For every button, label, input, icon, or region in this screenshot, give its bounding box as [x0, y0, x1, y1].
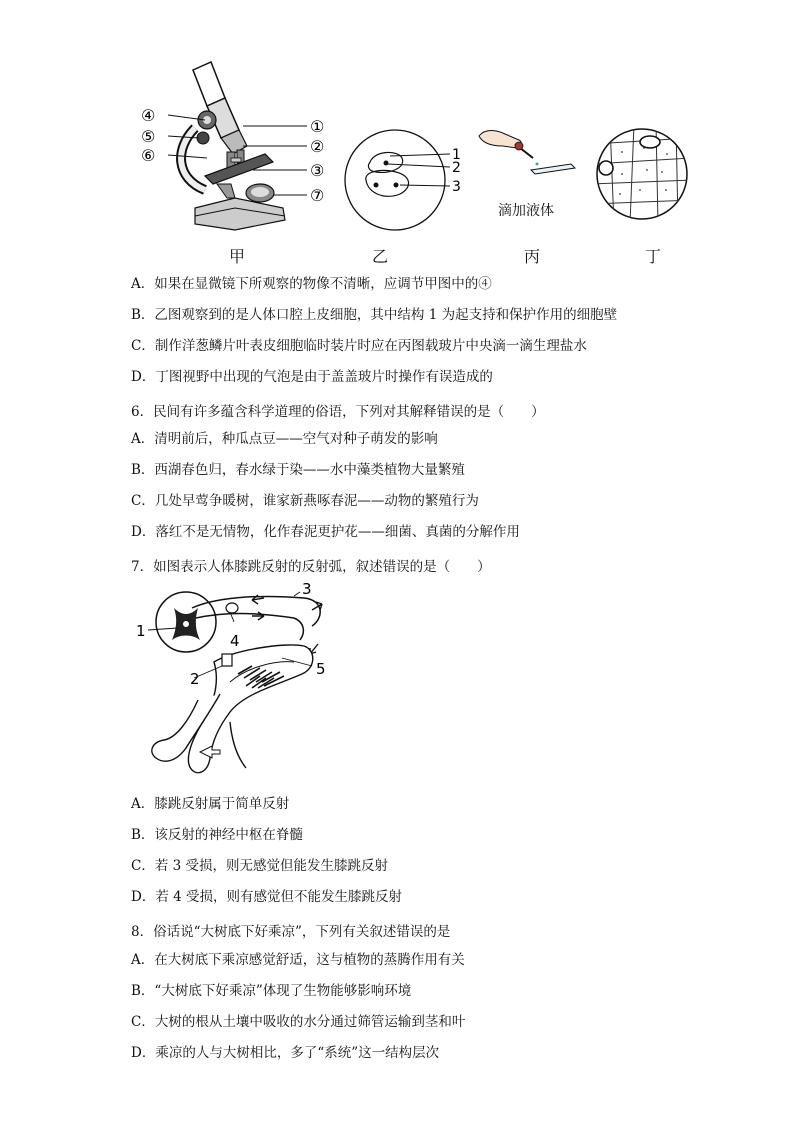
onion-cell-bubble-figure [592, 124, 692, 224]
q6-option-c: C．几处早莺争暖树，谁家新燕啄春泥——动物的繁殖行为 [131, 493, 479, 509]
dropper-slide-figure [475, 124, 585, 184]
label-5: ⑤ [141, 127, 156, 146]
q6-option-b: B．西湖春色归，春水绿于染——水中藻类植物大量繁殖 [131, 462, 465, 478]
q7-option-d: D．若 4 受损，则有感觉但不能发生膝跳反射 [131, 889, 402, 905]
q6-option-d: D．落红不是无情物，化作春泥更护花——细菌、真菌的分解作用 [131, 524, 520, 540]
q8-stem: 8．俗话说“大树底下好乘凉”，下列有关叙述错误的是 [131, 924, 451, 940]
knee-jerk-reflex-figure [134, 582, 344, 782]
label-1: ① [310, 117, 325, 136]
figure-row-microscope [0, 0, 794, 270]
reflex-label-1: 1 [136, 622, 146, 640]
q7-option-a: A．膝跳反射属于简单反射 [131, 796, 290, 812]
yi-label-2: 2 [452, 160, 461, 176]
label-4: ④ [141, 106, 156, 125]
caption-yi: 乙 [372, 247, 389, 266]
reflex-label-3: 3 [302, 582, 312, 598]
label-6: ⑥ [141, 146, 156, 165]
reflex-label-5: 5 [316, 660, 326, 678]
q5-option-d: D．丁图视野中出现的气泡是由于盖盖玻片时操作有误造成的 [131, 369, 493, 385]
yi-label-1: 1 [452, 147, 461, 163]
caption-ding: 丁 [645, 247, 662, 266]
q5-option-b: B．乙图观察到的是人体口腔上皮细胞，其中结构 1 为起支持和保护作用的细胞壁 [131, 307, 618, 323]
caption-bing: 丙 [524, 247, 541, 266]
q5-option-c: C．制作洋葱鳞片叶表皮细胞临时装片时应在丙图载玻片中央滴一滴生理盐水 [131, 338, 587, 354]
q7-option-b: B．该反射的神经中枢在脊髓 [131, 827, 303, 843]
q8-option-a: A．在大树底下乘凉感觉舒适，这与植物的蒸腾作用有关 [131, 952, 465, 968]
q5-option-a: A．如果在显微镜下所观察的物像不清晰，应调节甲图中的④ [131, 276, 492, 292]
q8-option-d: D．乘凉的人与大树相比，多了“系统”这一结构层次 [131, 1045, 440, 1061]
cheek-cell-figure [340, 128, 470, 238]
q6-stem: 6．民间有许多蕴含科学道理的俗语，下列对其解释错误的是（ ） [131, 404, 545, 420]
reflex-label-2: 2 [190, 670, 200, 688]
q8-option-b: B．“大树底下好乘凉”体现了生物能够影响环境 [131, 983, 412, 999]
q8-option-c: C．大树的根从土壤中吸收的水分通过筛管运输到茎和叶 [131, 1014, 466, 1030]
label-2: ② [310, 137, 325, 156]
q6-option-a: A．清明前后，种瓜点豆——空气对种子萌发的影响 [131, 431, 438, 447]
reflex-label-4: 4 [230, 632, 240, 650]
q7-stem: 7．如图表示人体膝跳反射的反射弧，叙述错误的是（ ） [131, 559, 491, 575]
dropper-caption: 滴加液体 [498, 203, 554, 219]
yi-label-3: 3 [452, 179, 461, 195]
caption-jia: 甲 [229, 247, 246, 266]
q7-option-c: C．若 3 受损，则无感觉但能发生膝跳反射 [131, 858, 389, 874]
label-3: ③ [310, 161, 325, 180]
label-7: ⑦ [310, 186, 325, 205]
microscope-figure [135, 58, 340, 238]
